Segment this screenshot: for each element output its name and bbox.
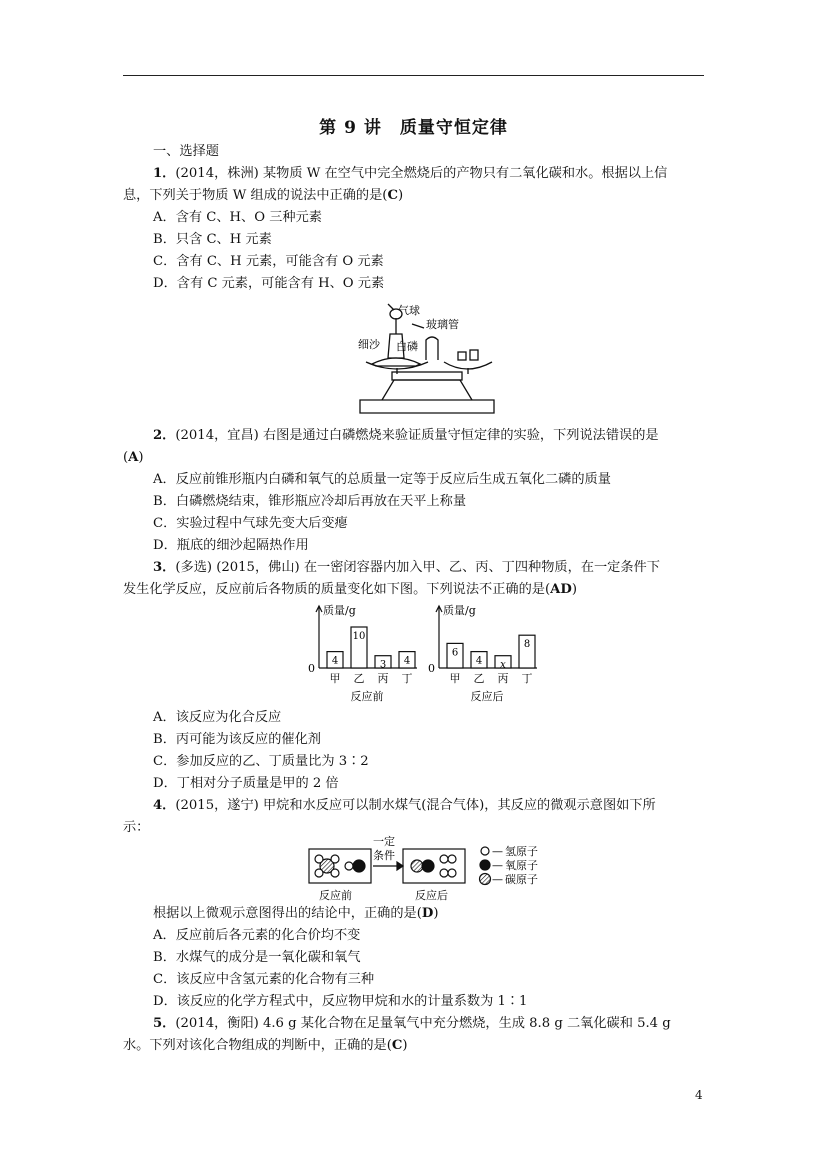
tick-label: 乙 [473, 672, 485, 685]
after-label: 反应后 [415, 889, 448, 902]
micro-diagram [305, 835, 555, 905]
data-label: 3 [379, 659, 387, 671]
hydrogen-atom [448, 869, 456, 877]
question-text: (2014，衡阳) 4.6 g 某化合物在足量氧气中充分燃烧，生成 8.8 g 二氧化碳和 5.4 g [175, 1016, 671, 1031]
option: C．实验过程中气球先变大后变瘪 [153, 516, 348, 531]
option: B．只含 C、H 元素 [153, 232, 272, 247]
balance-body [382, 380, 472, 400]
hydrogen-atom [440, 855, 448, 863]
legend-hydrogen-icon [481, 847, 489, 855]
label-balloon: 气球 [398, 304, 420, 317]
page-number: 4 [695, 1088, 703, 1102]
option: C．该反应中含氢元素的化合物有三种 [153, 972, 375, 987]
balance-base [360, 400, 494, 413]
option: B．水煤气的成分是一氧化碳和氧气 [153, 950, 361, 965]
origin-label: 0 [428, 662, 435, 675]
legend-oxygen-icon [480, 860, 490, 870]
tick-label: 丙 [377, 672, 389, 685]
condition-top: 一定 [373, 835, 395, 848]
section-heading: 一、选择题 [153, 144, 219, 159]
option: D．瓶底的细沙起隔热作用 [153, 538, 309, 553]
bar-chart-after [425, 600, 543, 708]
right-pan [444, 362, 492, 369]
question-text: ( [123, 450, 129, 465]
answer: C [391, 1038, 403, 1053]
label-phosphorus: 白磷 [396, 340, 418, 353]
question-4-line1 [153, 796, 656, 816]
tick-label: 丙 [497, 672, 509, 685]
option: D．丁相对分子质量是甲的 2 倍 [153, 776, 339, 791]
option: A．含有 C、H、O 三种元素 [153, 210, 322, 225]
option: A．该反应为化合反应 [153, 710, 282, 725]
hydrogen-atom [315, 869, 323, 877]
legend-dash: — [492, 873, 503, 886]
hydrogen-atom [331, 855, 339, 863]
header-rule [123, 75, 704, 76]
hydrogen-atom [315, 855, 323, 863]
question-text: ) [402, 1038, 408, 1053]
x-axis-label: 反应后 [470, 690, 504, 703]
data-label: 4 [403, 655, 411, 667]
label-glass-tube: 玻璃管 [426, 318, 459, 331]
before-label: 反应前 [319, 889, 352, 902]
question-text: (多选) (2015，佛山) 在一密闭容器内加入甲、乙、丙、丁四种物质，在一定条件下 [175, 560, 660, 575]
legend-hydrogen: 氢原子 [505, 845, 538, 858]
question-text: 水。下列对该化合物组成的判断中，正确的是( [123, 1038, 392, 1053]
hydrogen-atom [440, 869, 448, 877]
weight [470, 350, 478, 360]
y-axis-label: 质量/g [443, 604, 476, 617]
option: C．含有 C、H 元素，可能含有 O 元素 [153, 254, 384, 269]
x-axis-label: 反应前 [350, 690, 384, 703]
question-text: 息，下列关于物质 W 组成的说法中正确的是( [123, 188, 388, 203]
option: B．白磷燃烧结束，锥形瓶应冷却后再放在天平上称量 [153, 494, 467, 509]
question-3-line2 [123, 580, 577, 600]
question-text: (2014，宜昌) 右图是通过白磷燃烧来验证质量守恒定律的实验，下列说法错误的是 [175, 428, 659, 443]
question-text: 根据以上微观示意图得出的结论中，正确的是( [153, 906, 422, 921]
bar-chart-before [305, 600, 423, 708]
hydrogen-atom [331, 869, 339, 877]
question-4-line2: 示： [123, 820, 150, 835]
data-label: 6 [451, 647, 459, 659]
condition-bottom: 条件 [373, 849, 395, 862]
balance-beam [392, 372, 462, 380]
data-label: 10 [352, 631, 366, 642]
legend-carbon-icon [480, 874, 491, 885]
y-axis-label: 质量/g [323, 604, 356, 617]
legend-dash: — [492, 859, 503, 872]
data-label: x [500, 659, 506, 671]
option: D．含有 C 元素，可能含有 H、O 元素 [153, 276, 385, 291]
carbon-atom [411, 860, 423, 872]
question-number: 3． [153, 560, 176, 575]
hydrogen-atom [345, 862, 353, 870]
tick-label: 丁 [401, 672, 413, 685]
option: A．反应前锥形瓶内白磷和氧气的总质量一定等于反应后生成五氧化二磷的质量 [153, 472, 611, 487]
balance-figure [352, 300, 507, 418]
weight [458, 352, 466, 360]
answer: AD [550, 582, 572, 597]
question-text: (2015，遂宁) 甲烷和水反应可以制水煤气(混合气体)，其反应的微观示意图如下所 [175, 798, 656, 813]
question-text: 发生化学反应，反应前后各物质的质量变化如下图。下列说法不正确的是( [123, 582, 551, 597]
question-number: 2． [153, 428, 176, 443]
answer: C [387, 188, 398, 203]
tick-label: 甲 [449, 672, 461, 685]
answer: D [421, 906, 434, 921]
label-sand: 细沙 [358, 338, 380, 351]
page-title: 第 9 讲 质量守恒定律 [319, 118, 508, 138]
legend-oxygen: 氧原子 [505, 859, 538, 872]
question-text: (2014，株洲) 某物质 W 在空气中完全燃烧后的产物只有二氧化碳和水。根据以上信 [175, 166, 668, 181]
question-text: ) [571, 582, 577, 597]
origin-label: 0 [308, 662, 315, 675]
oxygen-atom [422, 860, 434, 872]
option: A．反应前后各元素的化合价均不变 [153, 928, 361, 943]
question-2-line1 [153, 426, 659, 446]
question-4-line3 [153, 904, 439, 924]
tick-label: 乙 [353, 672, 365, 685]
question-number: 4． [153, 798, 176, 813]
question-1-line1 [153, 164, 667, 184]
question-text: ) [433, 906, 439, 921]
question-5-line1 [153, 1014, 671, 1034]
data-label: 4 [475, 655, 483, 667]
option: D．该反应的化学方程式中，反应物甲烷和水的计量系数为 1∶1 [153, 994, 528, 1009]
tick-label: 丁 [521, 672, 533, 685]
question-2-line2 [123, 448, 144, 468]
data-label: 8 [523, 639, 531, 651]
question-5-line2 [123, 1036, 408, 1056]
hydrogen-atom [448, 855, 456, 863]
oxygen-atom [353, 860, 365, 872]
legend-dash: — [492, 845, 503, 858]
option: C．参加反应的乙、丁质量比为 3∶2 [153, 754, 369, 769]
tick-label: 甲 [329, 672, 341, 685]
question-text: ) [138, 450, 144, 465]
question-1-line2 [123, 186, 403, 206]
question-3-line1 [153, 558, 660, 578]
legend-carbon: 碳原子 [505, 873, 538, 886]
question-number: 1． [153, 166, 176, 181]
question-text: ) [397, 188, 404, 203]
option: B．丙可能为该反应的催化剂 [153, 732, 321, 747]
question-number: 5． [153, 1016, 176, 1031]
data-label: 4 [331, 655, 339, 667]
answer: A [128, 450, 139, 465]
